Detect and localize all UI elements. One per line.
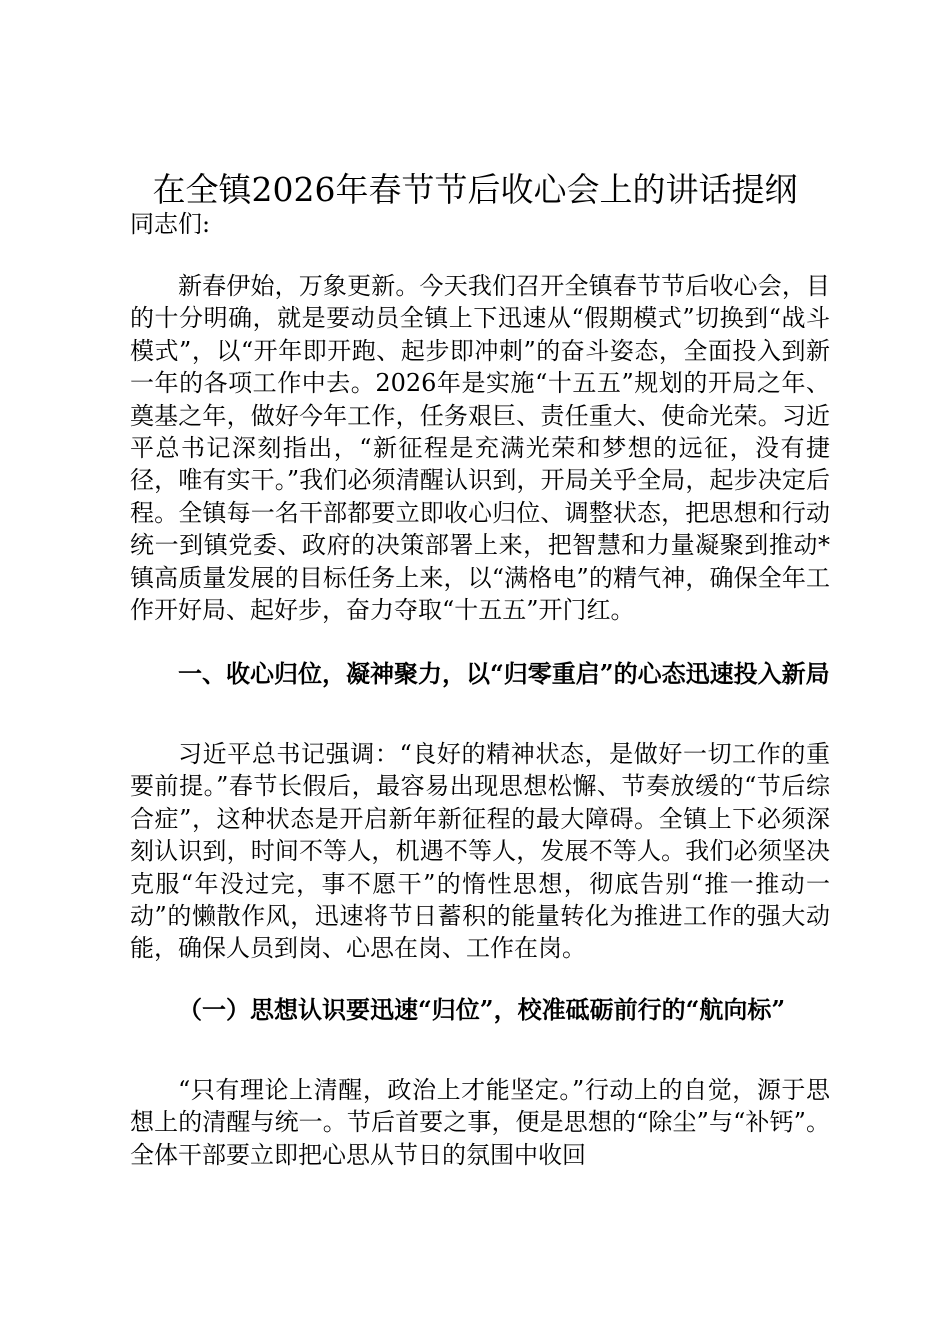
subsection-1-heading: （一）思想认识要迅速“归位”，校准砥砺前行的“航向标” bbox=[178, 995, 786, 1024]
section-1-paragraph: 习近平总书记强调：“良好的精神状态，是做好一切工作的重要前提。”春节长假后，最容易出现思想松懈、节奏放缓的“节后综合症”，这种状态是开启新年新征程的最大障碍。全镇上下必须深刻认识到，时间不等人，机遇不等人，发展不等人。我们必须坚决克服“年没过完，事不愿干”的惰性思想，彻底告别“推一推动一动”的懒散作风，迅速将节日蓄积的能量转化为推进工作的强大动能，确保人员到岗、心思在岗、工作在岗。 bbox=[130, 740, 830, 963]
document-title: 在全镇2026年春节节后收心会上的讲话提纲 bbox=[152, 170, 798, 209]
subsection-1-paragraph: “只有理论上清醒，政治上才能坚定。”行动上的自觉，源于思想上的清醒与统一。节后首要之事，便是思想的“除尘”与“补钙”。全体干部要立即把心思从节日的氛围中收回 bbox=[130, 1076, 830, 1169]
intro-paragraph: 新春伊始，万象更新。今天我们召开全镇春节节后收心会，目的十分明确，就是要动员全镇上下迅速从“假期模式”切换到“战斗模式”，以“开年即开跑、起步即冲刺”的奋斗姿态，全面投入到新一年的各项工作中去。2026年是实施“十五五”规划的开局之年、奠基之年，做好今年工作，任务艰巨、责任重大、使命光荣。习近平总书记深刻指出，“新征程是充满光荣和梦想的远征，没有捷径，唯有实干。”我们必须清醒认识到，开局关乎全局，起步决定后程。全镇每一名干部都要立即收心归位、调整状态，把思想和行动统一到镇党委、政府的决策部署上来，把智慧和力量凝聚到推动*镇高质量发展的目标任务上来，以“满格电”的精气神，确保全年工作开好局、起好步，奋力夺取“十五五”开门红。 bbox=[130, 272, 830, 625]
salutation: 同志们: bbox=[130, 210, 211, 238]
section-1-heading: 一、收心归位，凝神聚力，以“归零重启”的心态迅速投入新局 bbox=[178, 659, 830, 688]
